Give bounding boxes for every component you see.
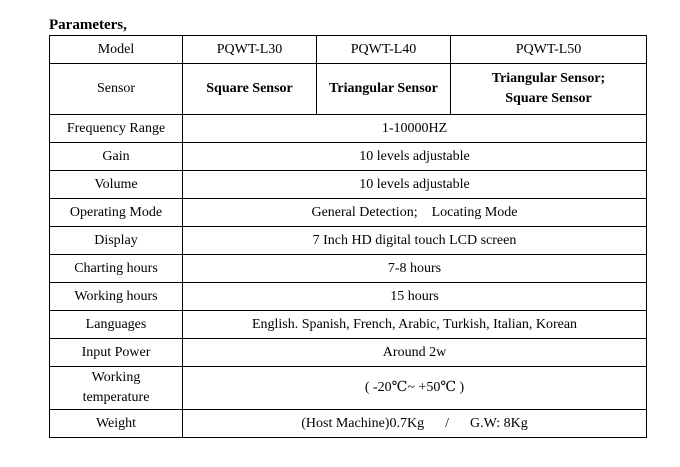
row-value: English. Spanish, French, Arabic, Turkish, Italian, Korean [183,311,647,339]
table-row-languages [50,311,647,339]
row-label: Frequency Range [50,115,183,143]
row-value: 10 levels adjustable [183,143,647,171]
sensor-l30-cell: Square Sensor [183,64,317,115]
row-label-line-2: temperature [82,390,150,405]
row-value: ( -20℃~ +50℃ ) [183,367,647,410]
table-row-model [50,36,647,64]
row-value: 7 Inch HD digital touch LCD screen [183,227,647,255]
parameters-heading: Parameters, [49,17,127,33]
model-label-cell: Model [50,36,183,64]
row-label: Languages [50,311,183,339]
row-label-line-1: Working [91,370,141,385]
sensor-label-cell: Sensor [50,64,183,115]
table-row-display [50,227,647,255]
sensor-l40-cell: Triangular Sensor [317,64,451,115]
row-value: 7-8 hours [183,255,647,283]
row-label: Charting hours [50,255,183,283]
row-value: General Detection; Locating Mode [183,199,647,227]
row-label: Working hours [50,283,183,311]
table-row-frequency-range [50,115,647,143]
row-value: Around 2w [183,339,647,367]
table-row-sensor [50,64,647,115]
row-label: Input Power [50,339,183,367]
table-row-input-power [50,339,647,367]
parameters-table [49,35,647,438]
sensor-l50-line-1: Triangular Sensor; [491,71,606,86]
row-value: 10 levels adjustable [183,171,647,199]
row-label: Volume [50,171,183,199]
row-value: 15 hours [183,283,647,311]
table-row-weight [50,410,647,438]
table-row-volume [50,171,647,199]
row-value: (Host Machine)0.7Kg / G.W: 8Kg [183,410,647,438]
row-label: Display [50,227,183,255]
row-value: 1-10000HZ [183,115,647,143]
model-l30-cell: PQWT-L30 [183,36,317,64]
model-l40-cell: PQWT-L40 [317,36,451,64]
table-row-charting-hours [50,255,647,283]
row-label: Gain [50,143,183,171]
row-label: Operating Mode [50,199,183,227]
table-row-working-temperature [50,367,647,410]
sensor-l50-cell [451,64,647,115]
row-label: Weight [50,410,183,438]
table-row-working-hours [50,283,647,311]
table-row-operating-mode [50,199,647,227]
table-row-gain [50,143,647,171]
sensor-l50-line-2: Square Sensor [505,91,592,106]
row-label [50,367,183,410]
model-l50-cell: PQWT-L50 [451,36,647,64]
